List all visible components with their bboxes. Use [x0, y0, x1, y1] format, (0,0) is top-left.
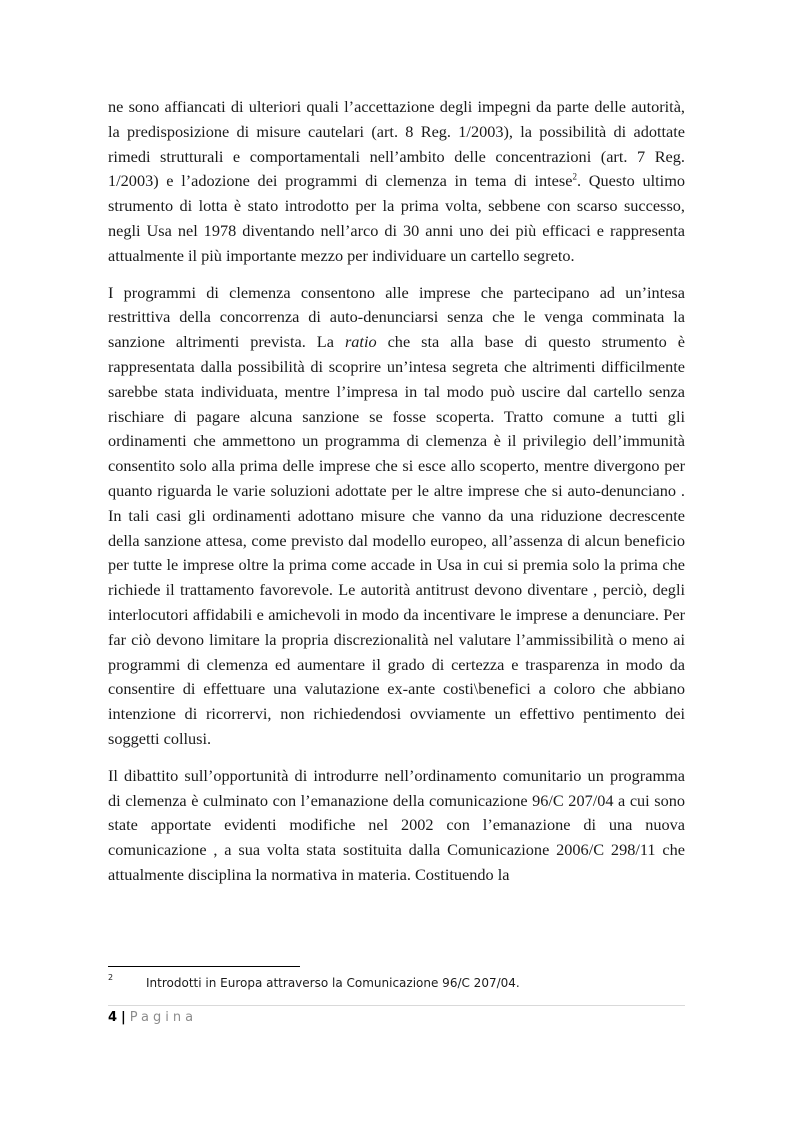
page-footer	[108, 1009, 197, 1027]
footnote-reference[interactable]: 2	[572, 171, 577, 182]
page-number: 4	[108, 1010, 118, 1025]
paragraph-1-text: ne sono affiancati di ulteriori quali l’accettazione degli impegni da parte delle autorità, la predisposizione di misure cautelari (art. 8 Reg. 1/2003), la possibilità di adottate rimedi strutturali e comportamentali nell’ambito delle concentrazioni (art. 7 Reg. 1/2003) e l’adozione dei programmi di clemenza in tema di intese	[108, 97, 685, 191]
footer-separator: |	[121, 1010, 126, 1025]
paragraph-3: Il dibattito sull’opportunità di introdurre nell’ordinamento comunitario un programma di clemenza è culminato con l’emanazione della comunicazione 96/C 207/04 a cui sono state apportate evidenti modifiche nel 2002 con l’emanazione di una nuova comunicazione , a sua volta stata sostituita dalla Comunicazione 2006/C 298/11 che attualmente disciplina la normativa in materia. Costituendo la	[108, 765, 685, 884]
footnote-separator	[108, 966, 300, 967]
footnote-number: 2	[108, 973, 114, 982]
page-label: Pagina	[129, 1010, 198, 1025]
italic-term: ratio	[344, 332, 377, 352]
paragraph-2-text: I programmi di clemenza consentono alle imprese che partecipano ad un’intesa restrittiva della concorrenza di auto-denunciarsi senza che le venga comminata la sanzione altrimenti prevista. La	[108, 282, 685, 352]
paragraph-1-text-cont: . Questo ultimo strumento di lotta è stato introdotto per la prima volta, sebbene con scarso successo, negli Usa nel 1978 diventando nell’arco di 30 anni uno dei più efficaci e rappresenta attualmente il più importante mezzo per individuare un cartello segreto.	[108, 171, 685, 265]
paragraph-1	[108, 95, 685, 269]
paragraph-2-text-cont: che sta alla base di questo strumento è rappresentata dalla possibilità di scoprire un’intesa segreta che altrimenti difficilmente sarebbe stata individuata, mentre l’impresa in tal modo può uscire dal cartello senza rischiare di pagare alcuna sanzione se fosse scoperta. Tratto comune a tutti gli ordinamenti che ammettono un programma di clemenza è il privilegio dell’immunità consentito solo alla prima delle imprese che si esce allo scoperto, mentre divergono per quanto riguarda le varie soluzioni adottate per le altre imprese che si auto-denunciano . In tali casi gli ordinamenti adottano misure che vanno da una riduzione decrescente della sanzione attesa, come previsto dal modello europeo, all’assenza di alcun beneficio per tutte le imprese oltre la prima come accade in Usa in cui si premia solo la prima che richiede il trattamento favorevole. Le autorità antitrust devono diventare , perciò, degli interlocutori affidabili e amichevoli in modo da incentivare le imprese a denunciare. Per far ciò devono limitare la propria discrezionalità nel valutare l’ammissibilità o meno ai programmi di clemenza ed aumentare il grado di certezza e trasparenza in modo da consentire di effettuare una valutazione ex-ante costi\benefici a coloro che abbiano intenzione di ricorrervi, non richiedendosi ovviamente un effettivo pentimento dei soggetti collusi.	[108, 332, 686, 748]
footnote-text: Introdotti in Europa attraverso la Comunicazione 96/C 207/04.	[146, 976, 520, 990]
paragraph-2	[108, 281, 685, 752]
page-body	[108, 95, 685, 900]
footer-divider	[108, 1005, 685, 1006]
